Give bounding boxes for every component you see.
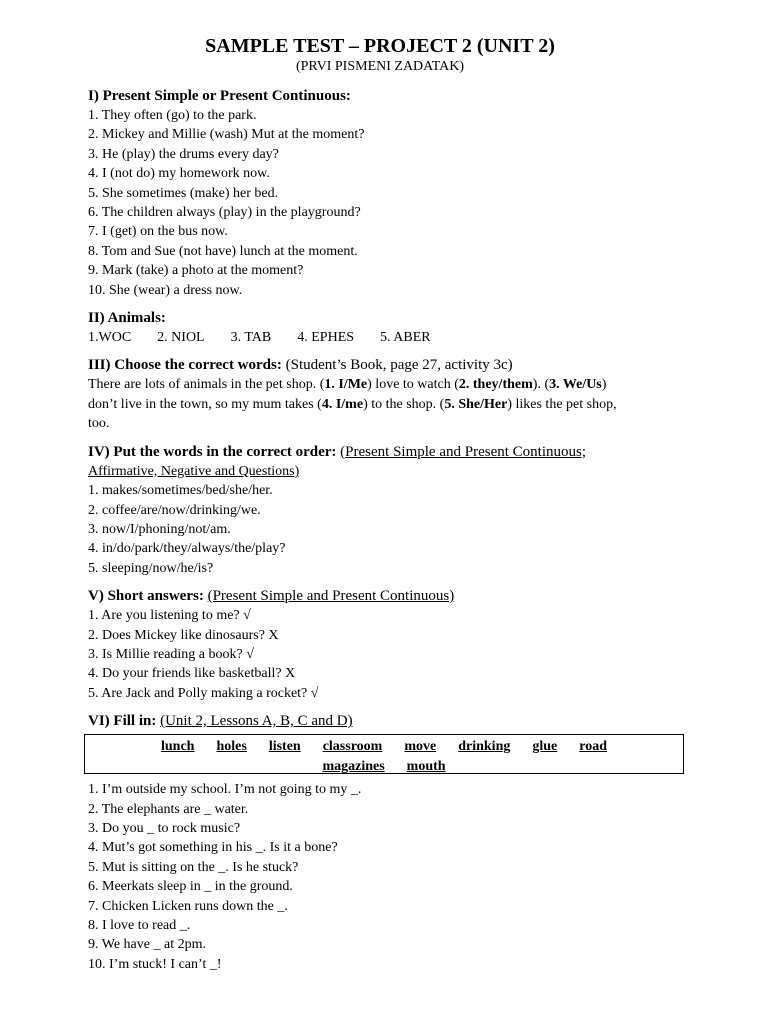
exercise-item: 1. makes/sometimes/bed/she/her. (88, 483, 273, 499)
paragraph-line (88, 395, 728, 414)
section-heading-row (88, 711, 728, 731)
anagram-item: 4. EPHES (297, 330, 355, 346)
text-run: ). ( (532, 377, 550, 393)
word-bank-row (85, 737, 683, 756)
word-bank-item: glue (532, 739, 558, 755)
section-note: (Unit 2, Lessons A, B, C and D) (160, 713, 353, 730)
section-word-order (88, 442, 728, 578)
exercise-item: 1. I’m outside my school. I’m not going to my _. (88, 782, 362, 798)
paragraph-line: too. (88, 416, 110, 432)
section-heading: I) Present Simple or Present Continuous: (88, 88, 351, 104)
exercise-item: 1. They often (go) to the park. (88, 108, 257, 123)
word-bank-item: listen (268, 739, 301, 755)
exercise-item: 1. Are you listening to me? √ (88, 608, 251, 624)
word-bank-row (85, 757, 683, 776)
word-bank (84, 734, 684, 774)
exercise-item: 4. I (not do) my homework now. (88, 166, 270, 182)
exercise-item: 7. I (get) on the bus now. (88, 224, 228, 240)
exercise-item: 10. She (wear) a dress now. (88, 282, 243, 298)
word-bank-item: classroom (322, 739, 383, 755)
choice-option: 5. She/Her (444, 396, 508, 412)
text-run: ) to the shop. ( (363, 396, 445, 412)
section-heading: V) Short answers: (88, 588, 204, 605)
exercise-item: 9. Mark (take) a photo at the moment? (88, 263, 304, 279)
exercise-item: 4. Do your friends like basketball? X (88, 666, 296, 682)
anagram-item: 2. NIOL (157, 330, 205, 346)
text-run: ) likes the pet shop, (507, 396, 617, 412)
exercise-item: 9. We have _ at 2pm. (88, 937, 206, 953)
word-bank-item: mouth (406, 758, 446, 774)
section-note: (Present Simple and Present Continuous) (207, 588, 455, 605)
page-subtitle: (PRVI PISMENI ZADATAK) (295, 59, 465, 74)
choice-option: 4. I/me (321, 396, 364, 412)
exercise-item: 5. She sometimes (make) her bed. (88, 185, 279, 201)
exercise-item: 10. I’m stuck! I can’t _! (88, 956, 222, 972)
exercise-item: 4. Mut’s got something in his _. Is it a bone? (88, 840, 338, 856)
exercise-item: 8. I love to read _. (88, 918, 191, 933)
exercise-item: 4. in/do/park/they/always/the/play? (88, 541, 286, 557)
word-bank-item: magazines (322, 758, 385, 774)
paragraph-line (88, 375, 728, 394)
word-bank-item: lunch (161, 739, 195, 755)
exercise-item: 2. coffee/are/now/drinking/we. (88, 502, 261, 518)
exercise-item: 2. Does Mickey like dinosaurs? X (88, 627, 279, 643)
section-present-simple (88, 86, 728, 300)
section-note: (Present Simple and Present Continuous; (340, 443, 586, 460)
choice-option: 3. We/Us (549, 377, 602, 393)
section-heading: VI) Fill in: (88, 713, 157, 730)
anagram-list (88, 328, 728, 347)
exercise-item: 5. Mut is sitting on the _. Is he stuck? (88, 859, 299, 875)
word-bank-item: holes (216, 739, 247, 755)
exercise-item: 3. Do you _ to rock music? (88, 820, 241, 836)
exercise-item: 8. Tom and Sue (not have) lunch at the moment. (88, 243, 358, 259)
exercise-item: 3. now/I/phoning/not/am. (88, 521, 231, 537)
anagram-item: 5. ABER (380, 330, 431, 346)
section-fill-in (88, 711, 728, 974)
exercise-item: 3. Is Millie reading a book? √ (88, 646, 254, 662)
choice-option: 2. they/them (458, 377, 533, 393)
word-bank-item: road (579, 739, 607, 755)
page-title: SAMPLE TEST – PROJECT 2 (UNIT 2) (205, 35, 555, 57)
section-choose-words (88, 355, 728, 433)
section-heading-row (88, 586, 728, 606)
exercise-item: 2. Mickey and Millie (wash) Mut at the moment? (88, 127, 365, 143)
exercise-item: 5. sleeping/now/he/is? (88, 560, 214, 576)
text-run: don’t live in the town, so my mum takes ( (88, 396, 322, 412)
section-heading-row (88, 442, 728, 462)
exercise-item: 2. The elephants are _ water. (88, 801, 249, 817)
word-bank-item: drinking (458, 739, 511, 755)
section-heading: III) Choose the correct words: (88, 357, 282, 374)
anagram-item: 3. TAB (230, 330, 272, 346)
section-note: Affirmative, Negative and Questions) (88, 463, 300, 479)
section-heading-row (88, 355, 728, 375)
choice-option: 1. I/Me (324, 377, 368, 393)
exercise-item: 7. Chicken Licken runs down the _. (88, 898, 288, 914)
anagram-item: 1.WOC (88, 330, 132, 346)
word-bank-item: move (404, 739, 437, 755)
text-run: ) love to watch ( (367, 377, 459, 393)
text-run: There are lots of animals in the pet shop. ( (88, 377, 325, 393)
section-animals (88, 308, 728, 347)
section-heading: IV) Put the words in the correct order: (88, 443, 337, 460)
exercise-item: 6. Meerkats sleep in _ in the ground. (88, 879, 293, 895)
section-heading: II) Animals: (88, 310, 166, 327)
exercise-item: 3. He (play) the drums every day? (88, 146, 279, 162)
text-run: ) (601, 377, 607, 393)
exercise-item: 6. The children always (play) in the playground? (88, 205, 361, 221)
exercise-item: 5. Are Jack and Polly making a rocket? √ (88, 685, 319, 701)
section-short-answers (88, 586, 728, 703)
section-note: (Student’s Book, page 27, activity 3c) (285, 357, 513, 374)
